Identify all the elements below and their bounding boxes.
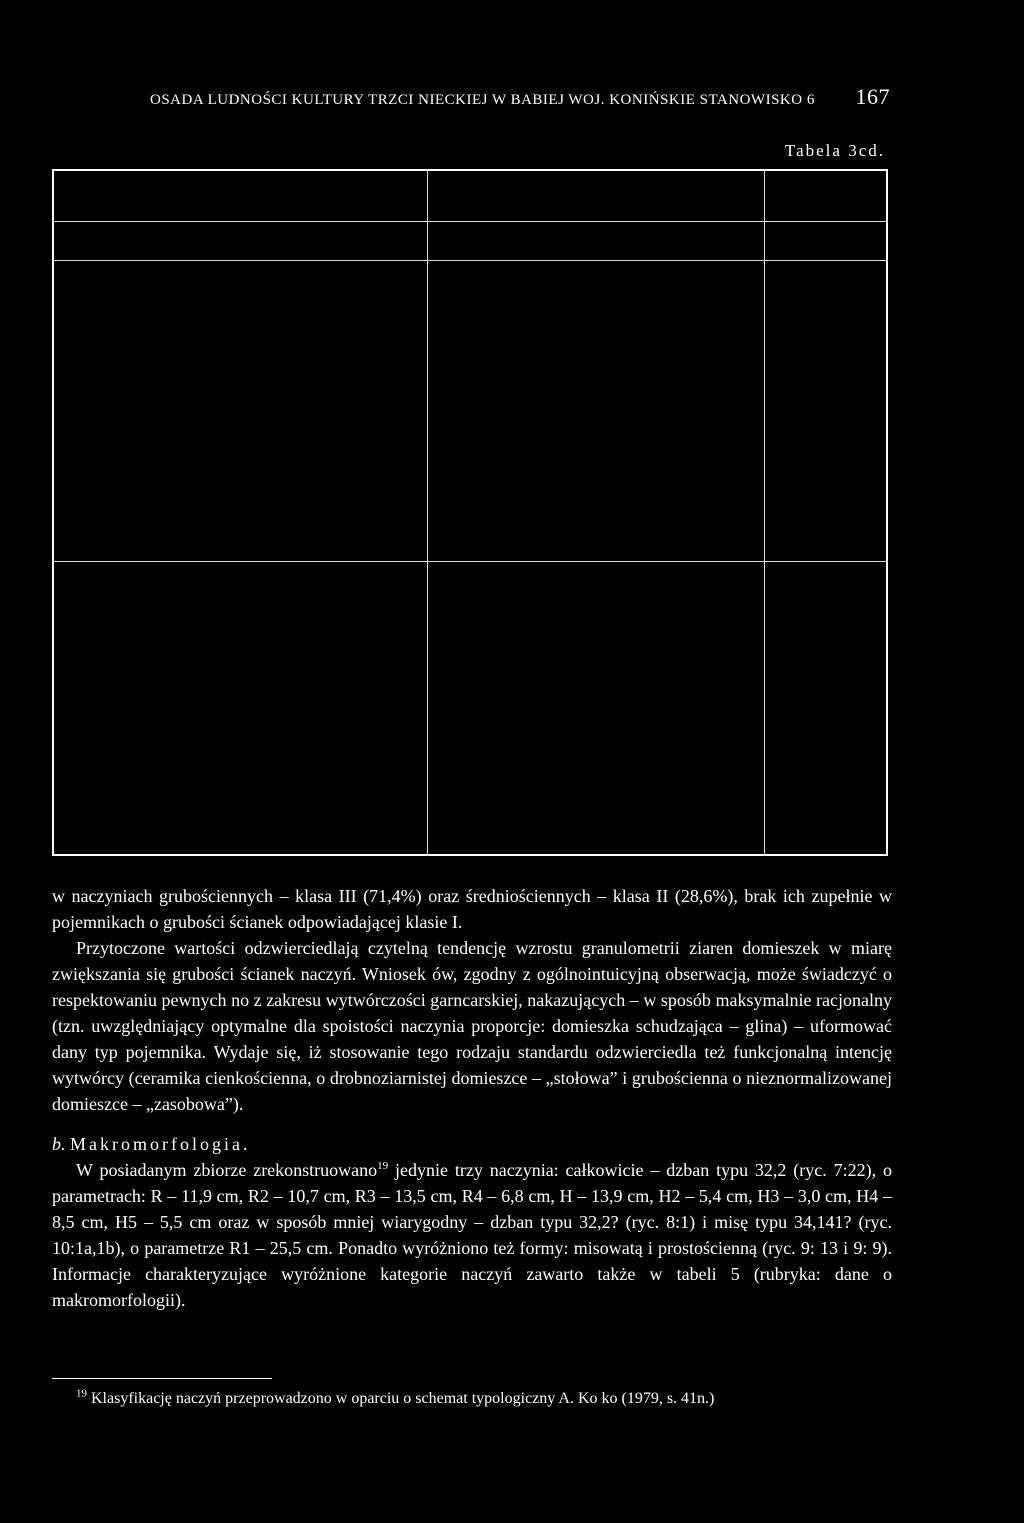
paragraph-text: W posiadanym zbiorze zrekonstruowano <box>76 1160 378 1180</box>
paragraph-text: jedynie trzy naczynia: całkowicie – dzban typu 32,2 (ryc. 7:22), o parametrach: R – 11,9 cm, R2 – 10,7 cm, R3 – 13,5 cm, R4 – 6,8 cm, H – 13,9 cm, H2 – 5,4 cm, H3 – 3,0 cm, H4 – 8,5 cm, H5 – 5,5 cm oraz w sposób mniej wiarygodny – dzban typu 32,2? (ryc. 8:1) i misę typu 34,141? (ryc. 10:1a,1b), o parametrze R1 – 25,5 cm. Ponadto wyróżniono też formy: misowatą i prostościenną (ryc. 9: 13 i 9: 9). Informacje charakteryzujące wyróżnione kategorie naczyń zawarto także w tabeli 5 (rubryka: dane o makromorfologii). <box>52 1160 892 1310</box>
table-row-divider <box>54 221 886 222</box>
footnote-reference: 19 <box>377 1160 389 1172</box>
section-heading <box>52 1131 892 1157</box>
running-title: OSADA LUDNOŚCI KULTURY TRZCI NIECKIEJ W BABIEJ WOJ. KONIŃSKIE STANOWISKO 6 <box>150 92 815 108</box>
table-column-divider <box>427 171 428 854</box>
running-header <box>150 84 890 109</box>
table-column-divider <box>764 171 765 854</box>
footnote-rule <box>52 1378 272 1379</box>
table-row-divider <box>54 561 886 562</box>
section-title: Makromorfologia. <box>70 1134 251 1154</box>
paragraph: Przytoczone wartości odzwierciedlają czytelną tendencję wzrostu granulometrii ziaren domieszek w miarę zwiększania się grubości ścianek naczyń. Wniosek ów, zgodny z ogólnointuicyjną obserwacją, może świadczyć o respektowaniu pewnych no z zakresu wytwórczości garncarskiej, nakazujących – w sposób maksymalnie racjonalny (tzn. uwzględniający optymalne dla spoistości naczynia proporcje: domieszka schudzająca – glina) – uformować dany typ pojemnika. Wydaje się, iż stosowanie tego rodzaju standardu odzwierciedla też funkcjonalną intencję wytwórcy (ceramika cienkościenna, o drobnoziarnistej domieszce – „stołowa” i grubościenna o nieznormalizowanej domieszce – „zasobowa”). <box>52 938 892 1114</box>
paragraph <box>52 1157 892 1313</box>
section-letter: b. <box>52 1134 66 1154</box>
footnote-text: Klasyfikację naczyń przeprowadzono w oparciu o schemat typologiczny A. Ko ko (1979, s. 41n.) <box>87 1390 715 1407</box>
table-label: Tabela 3cd. <box>784 141 885 160</box>
page-number: 167 <box>855 84 890 109</box>
table-row-divider <box>54 260 886 261</box>
body-text <box>52 883 892 1313</box>
footnote-marker: 19 <box>76 1387 87 1400</box>
paragraph: w naczyniach grubościennych – klasa III (71,4%) oraz średniościennych – klasa II (28,6%), brak ich zupełnie w pojemnikach o grubości ścianek odpowiadającej klasie I. <box>52 886 892 932</box>
table-frame <box>52 169 888 856</box>
footnote <box>76 1387 896 1408</box>
